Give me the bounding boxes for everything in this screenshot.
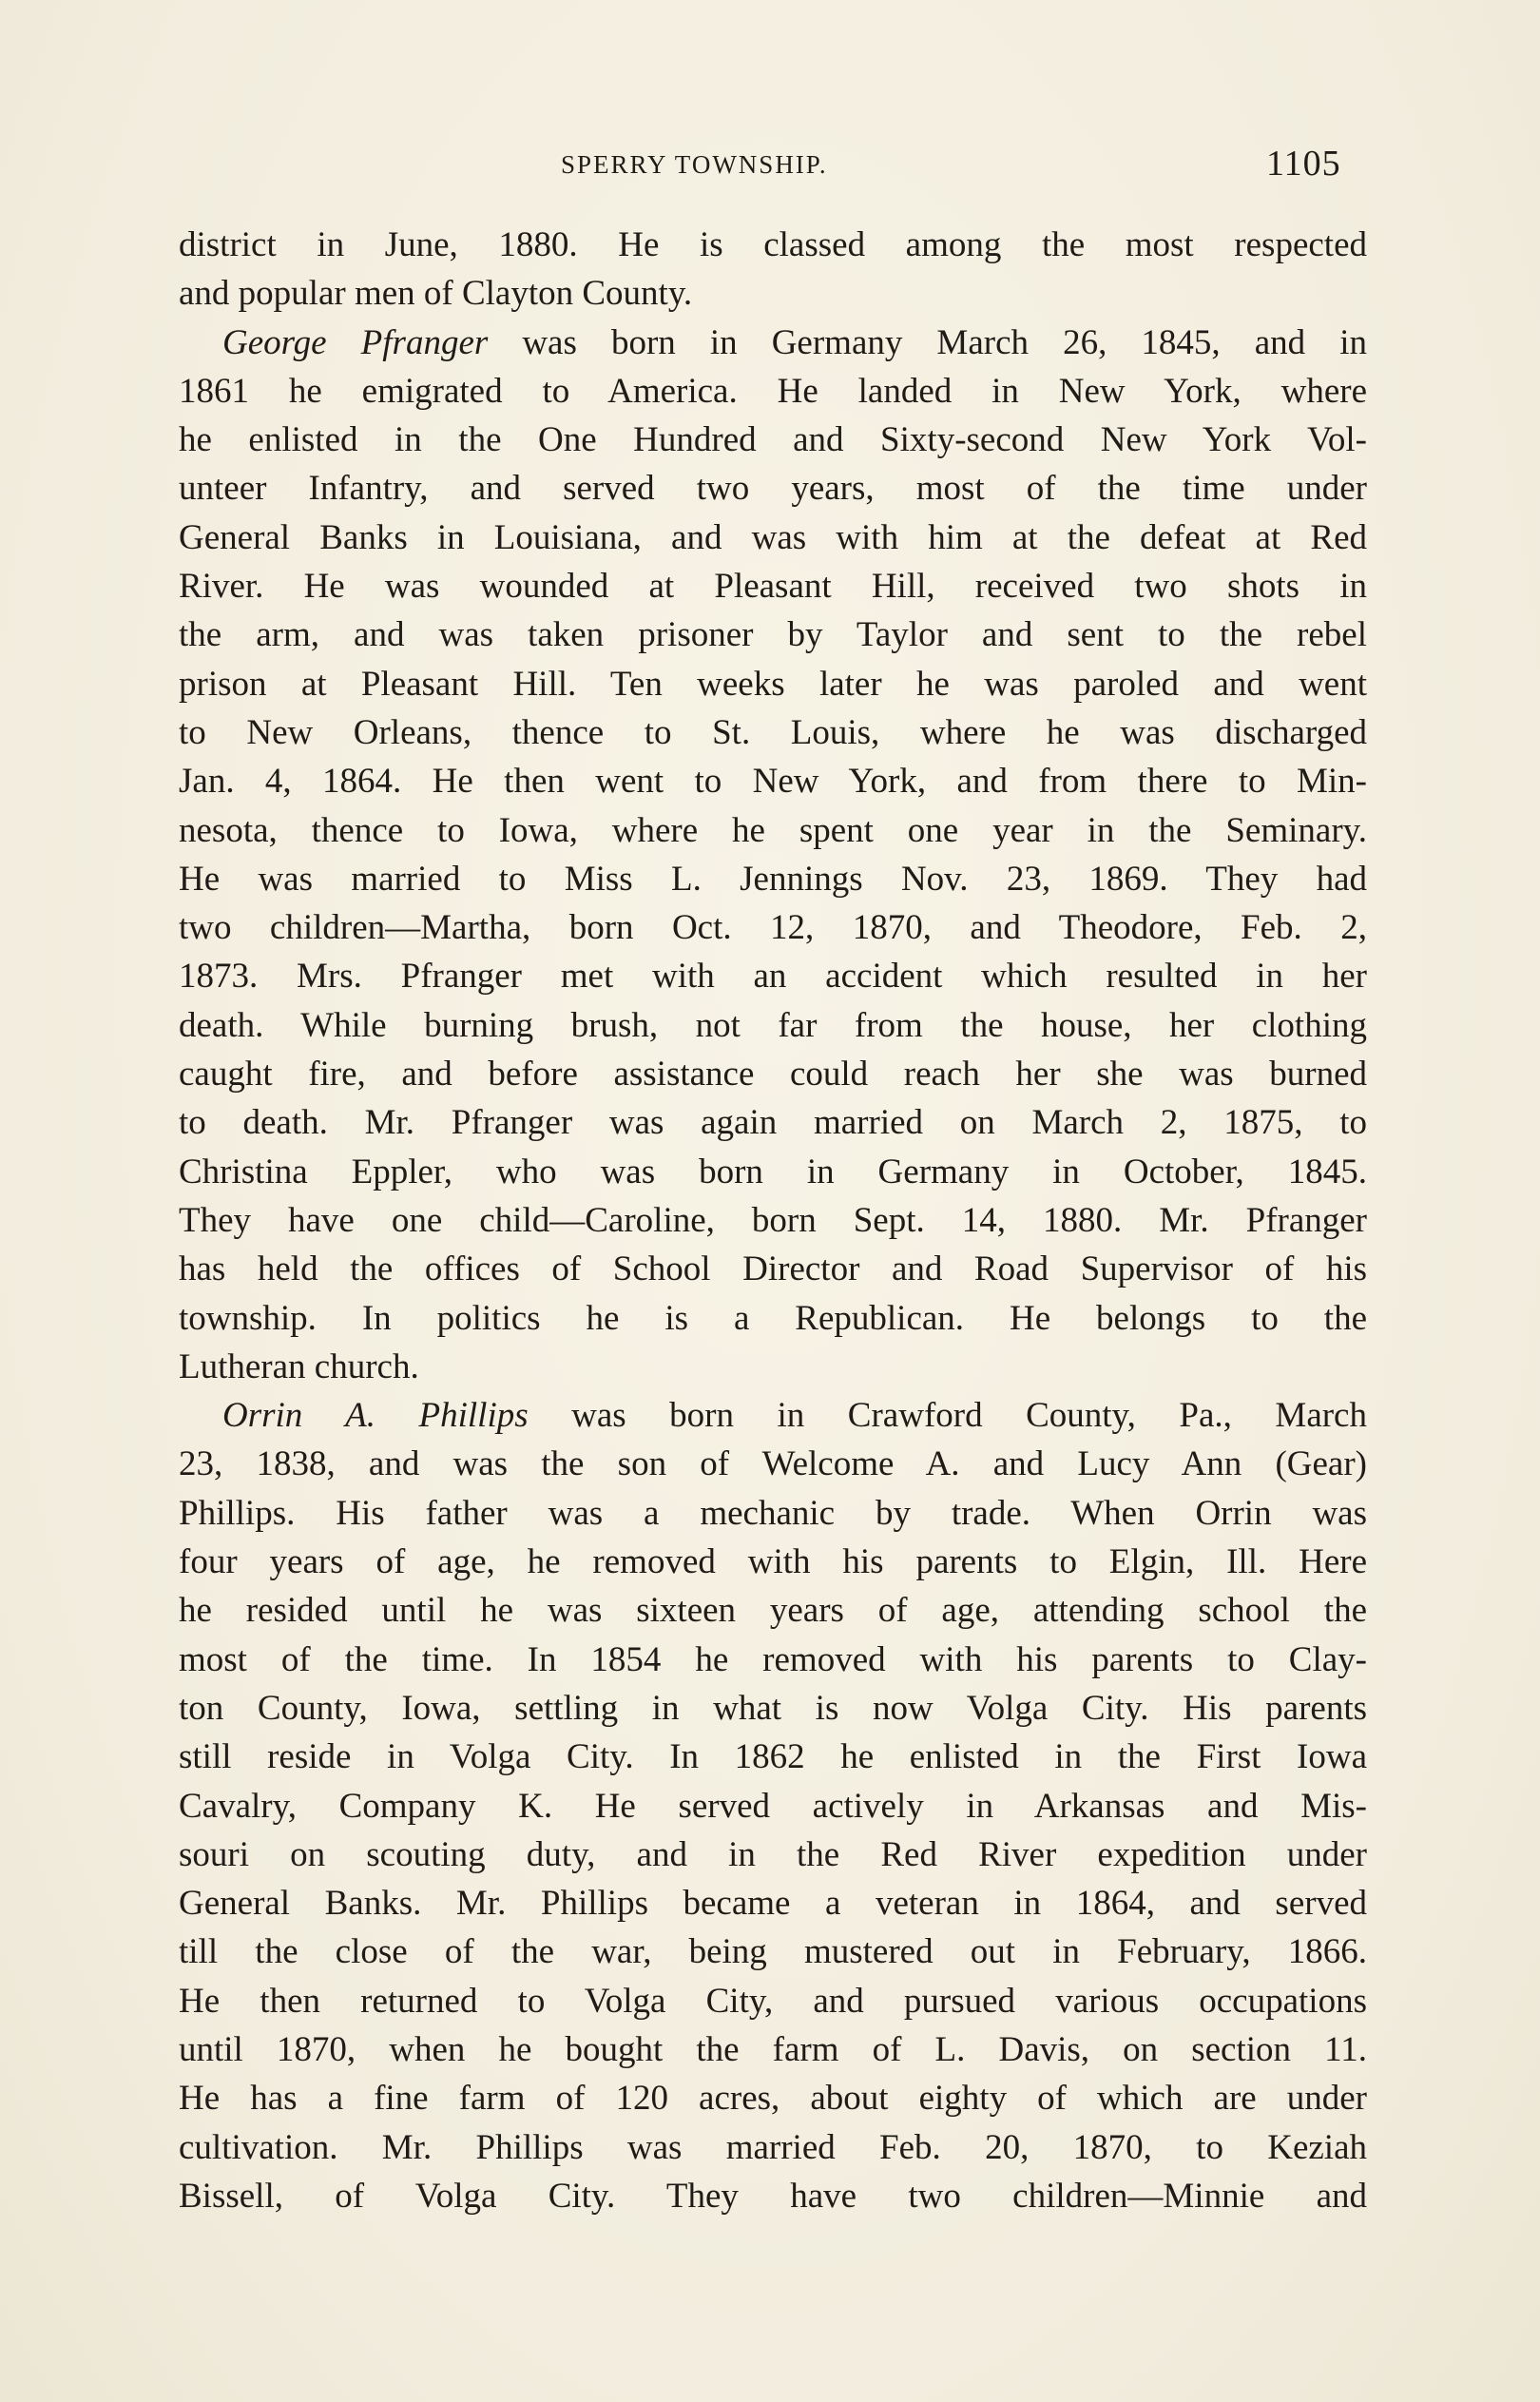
text-line: 1861 he emigrated to America. He landed in New York, where: [179, 371, 1367, 411]
text-segment: was born in Germany March 26, 1845, and in: [488, 322, 1367, 362]
text-line: General Banks in Louisiana, and was with him at the defeat at Red: [179, 517, 1367, 557]
text-line: ton County, Iowa, settling in what is now Volga City. His parents: [179, 1688, 1367, 1728]
body-text: [179, 221, 1367, 2220]
text-line: 23, 1838, and was the son of Welcome A. and Lucy Ann (Gear): [179, 1444, 1367, 1484]
paragraph-first-line: [179, 319, 1367, 367]
text-line: He has a fine farm of 120 acres, about eighty of which are under: [179, 2079, 1367, 2119]
text-line: he resided until he was sixteen years of age, attending school the: [179, 1591, 1367, 1631]
text-line: Lutheran church.: [179, 1346, 419, 1386]
text-line: Christina Eppler, who was born in Germany in October, 1845.: [179, 1152, 1367, 1191]
running-header: [0, 143, 1540, 184]
text-line: and popular men of Clayton County.: [179, 274, 693, 314]
text-line: township. In politics he is a Republican. He belongs to the: [179, 1298, 1367, 1338]
text-line: the arm, and was taken prisoner by Taylor and sent to the rebel: [179, 615, 1367, 655]
text-line: until 1870, when he bought the farm of L. Davis, on section 11.: [179, 2029, 1367, 2069]
text-line: Bissell, of Volga City. They have two children—Minnie and: [179, 2176, 1367, 2216]
text-line: 1873. Mrs. Pfranger met with an accident which resulted in her: [179, 957, 1367, 997]
text-line: still reside in Volga City. In 1862 he enlisted in the First Iowa: [179, 1737, 1367, 1777]
paragraph-first-line: [179, 1391, 1367, 1440]
text-line: Cavalry, Company K. He served actively in Arkansas and Mis-: [179, 1786, 1367, 1826]
text-line: till the close of the war, being mustered out in February, 1866.: [179, 1932, 1367, 1972]
text-line: to death. Mr. Pfranger was again married on March 2, 1875, to: [179, 1103, 1367, 1143]
text-line: to New Orleans, thence to St. Louis, where he was discharged: [179, 712, 1367, 752]
text-line: nesota, thence to Iowa, where he spent one year in the Seminary.: [179, 810, 1367, 850]
person-name: Orrin A. Phillips: [222, 1396, 529, 1436]
text-line: death. While burning brush, not far from the house, her clothing: [179, 1005, 1367, 1045]
text-line: four years of age, he removed with his parents to Elgin, Ill. Here: [179, 1542, 1367, 1582]
text-line: River. He was wounded at Pleasant Hill, received two shots in: [179, 567, 1367, 607]
text-line: Phillips. His father was a mechanic by trade. When Orrin was: [179, 1493, 1367, 1533]
text-line: caught fire, and before assistance could reach her she was burned: [179, 1055, 1367, 1094]
text-line: cultivation. Mr. Phillips was married Feb. 20, 1870, to Keziah: [179, 2127, 1367, 2167]
text-line: souri on scouting duty, and in the Red River expedition under: [179, 1834, 1367, 1874]
text-line: They have one child—Caroline, born Sept. 14, 1880. Mr. Pfranger: [179, 1200, 1367, 1240]
running-title: SPERRY TOWNSHIP.: [561, 150, 828, 179]
text-line: General Banks. Mr. Phillips became a veteran in 1864, and served: [179, 1884, 1367, 1924]
text-line: most of the time. In 1854 he removed with his parents to Clay-: [179, 1639, 1367, 1679]
text-line: He was married to Miss L. Jennings Nov. 23, 1869. They had: [179, 859, 1367, 899]
text-line: unteer Infantry, and served two years, most of the time under: [179, 469, 1367, 509]
text-segment: was born in Crawford County, Pa., March: [528, 1396, 1367, 1436]
text-line: district in June, 1880. He is classed among the most respected: [179, 225, 1367, 264]
page-number: 1105: [1266, 144, 1341, 184]
text-line: has held the offices of School Director and Road Supervisor of his: [179, 1249, 1367, 1289]
text-line: two children—Martha, born Oct. 12, 1870, and Theodore, Feb. 2,: [179, 908, 1367, 948]
text-line: he enlisted in the One Hundred and Sixty-second New York Vol-: [179, 420, 1367, 460]
person-name: George Pfranger: [222, 322, 489, 362]
text-line: prison at Pleasant Hill. Ten weeks later he was paroled and went: [179, 664, 1367, 704]
text-line: Jan. 4, 1864. He then went to New York, and from there to Min-: [179, 762, 1367, 802]
text-line: He then returned to Volga City, and pursued various occupations: [179, 1981, 1367, 2021]
